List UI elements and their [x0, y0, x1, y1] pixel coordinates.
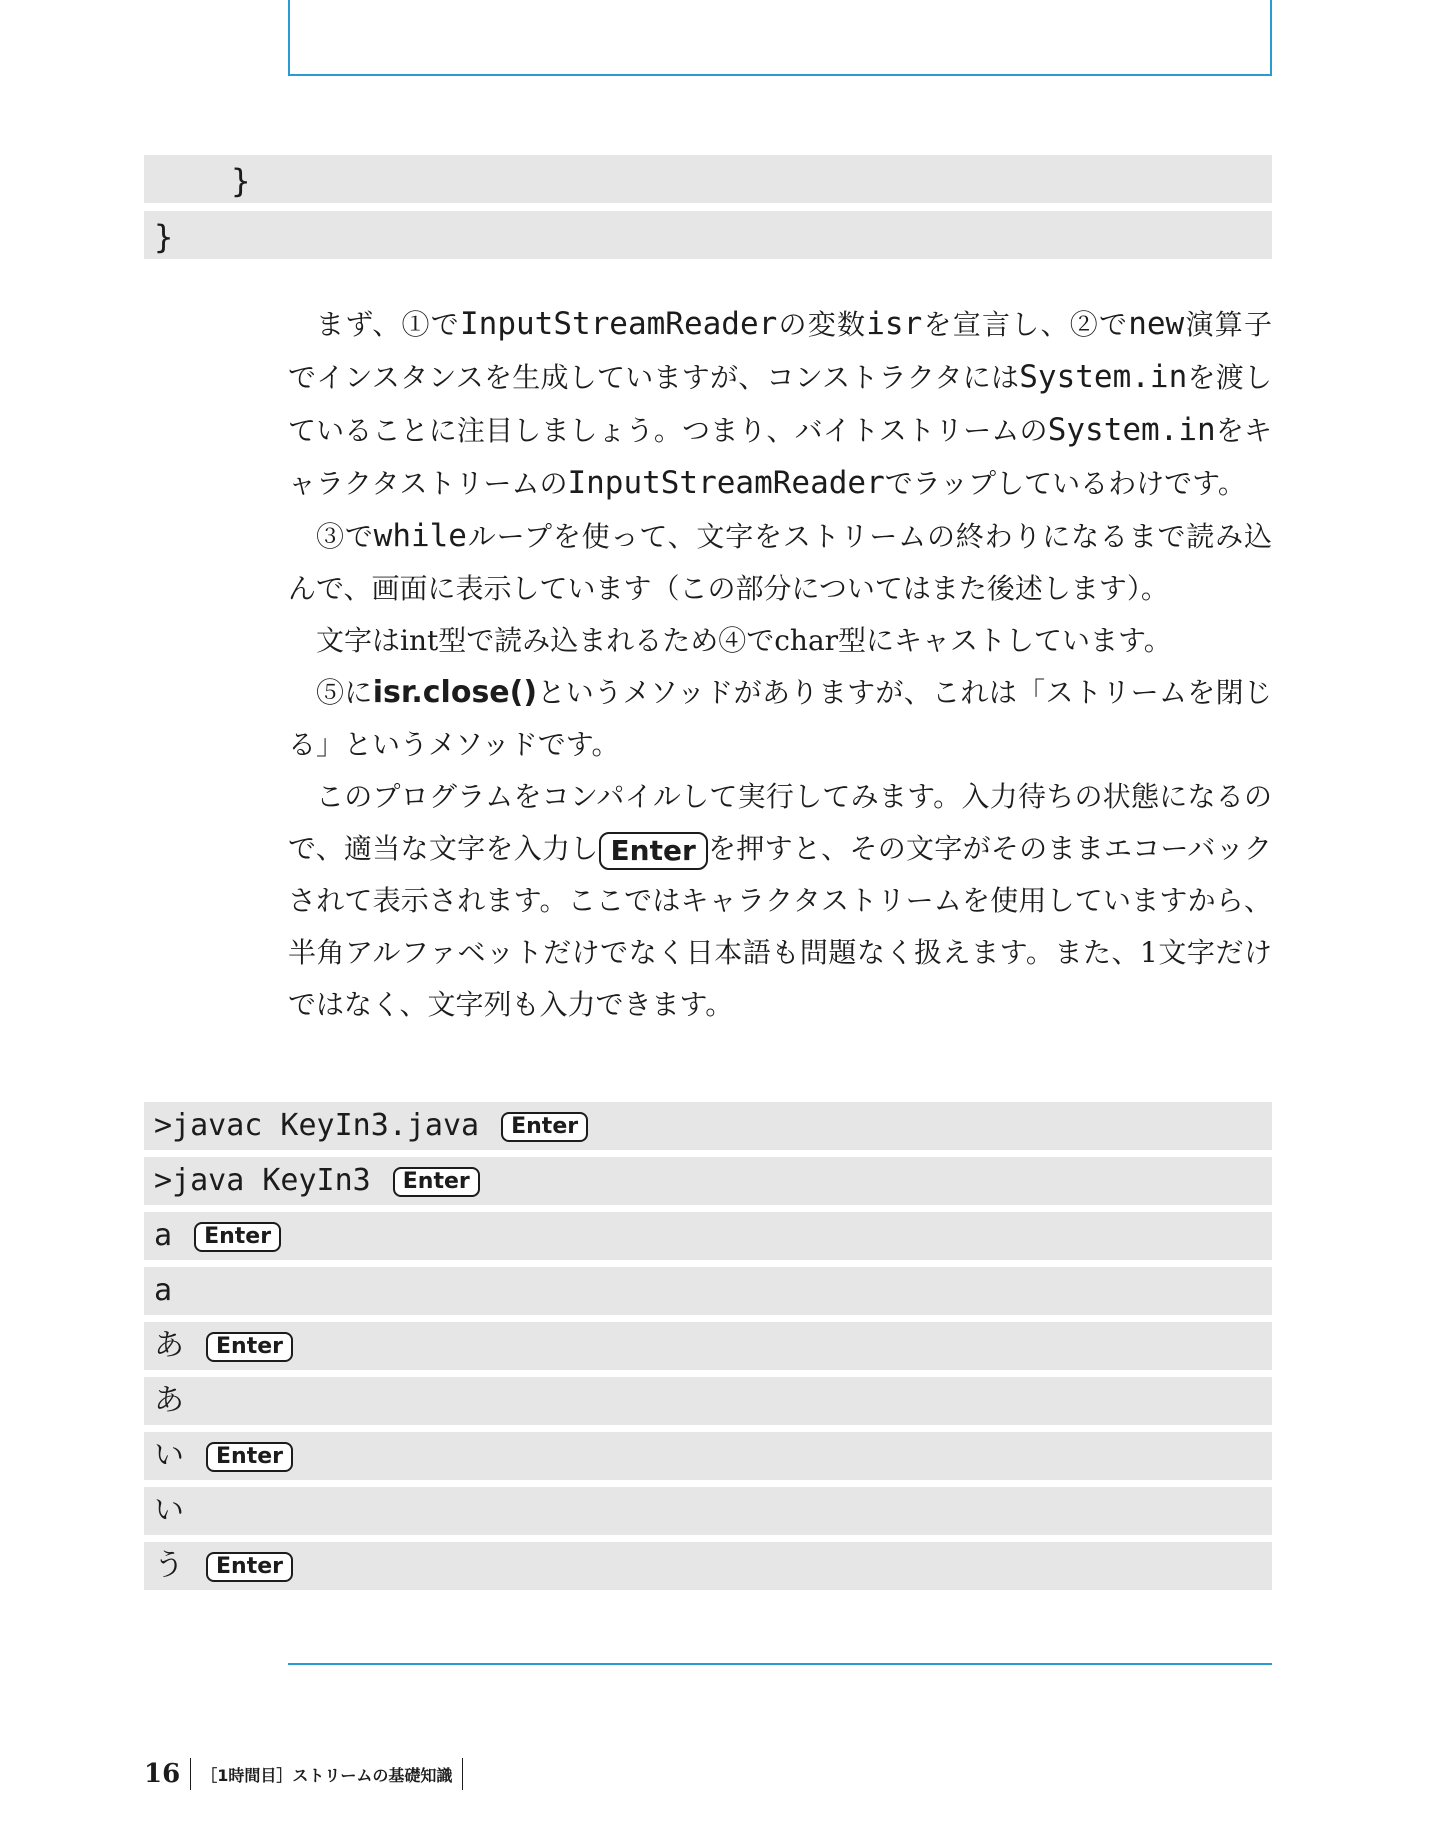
code-line: } [144, 211, 1272, 259]
paragraph-5: このプログラムをコンパイルして実行してみます。入力待ちの状態になるので、適当な文字を入力し Enter を押すと、その文字がそのままエコーバックされて表示されます。ここではキャラクタストリームを使用していますから、半角アルファベットだけでなく日本語も問題なく扱えます。また、1文字だけではなく、文字列も入力できます。 [288, 780, 1272, 1021]
terminal-line: >java KeyIn3 Enter [144, 1157, 1272, 1205]
footer-divider [190, 1758, 191, 1790]
bottom-rule [288, 1663, 1272, 1665]
enter-key-icon: Enter [206, 1442, 293, 1472]
terminal-line: い [144, 1487, 1272, 1535]
body-text [288, 298, 1272, 1031]
enter-key-icon: Enter [194, 1222, 281, 1252]
enter-key-icon: Enter [393, 1167, 480, 1197]
paragraph-4: ⑤にisr.close()というメソッドがありますが、これは「ストリームを閉じる」というメソッドです。 [288, 675, 1272, 761]
enter-key-icon: Enter [206, 1552, 293, 1582]
terminal-line: あ [144, 1377, 1272, 1425]
terminal-line: あ Enter [144, 1322, 1272, 1370]
code-line: } [144, 155, 1272, 203]
terminal-line: a [144, 1267, 1272, 1315]
top-frame-box [288, 0, 1272, 76]
enter-key-icon: Enter [599, 832, 708, 870]
page-number: 16 [144, 1759, 181, 1789]
page-footer [144, 1754, 473, 1794]
terminal-line: い Enter [144, 1432, 1272, 1480]
enter-key-icon: Enter [501, 1112, 588, 1142]
paragraph-1: まず、①でInputStreamReaderの変数isrを宣言し、②でnew演算子でインスタンスを生成していますが、コンストラクタにはSystem.inを渡していることに注目しましょう。つまり、バイトストリームのSystem.inをキャラクタストリームのInputStreamReaderでラップしているわけです。 [288, 306, 1272, 501]
terminal-line: う Enter [144, 1542, 1272, 1590]
paragraph-3: 文字はint型で読み込まれるため④でchar型にキャストしています。 [316, 624, 1172, 657]
enter-key-icon: Enter [206, 1332, 293, 1362]
terminal-line: a Enter [144, 1212, 1272, 1260]
chapter-title: ［1時間目］ストリームの基礎知識 [201, 1765, 453, 1785]
terminal-line: >javac KeyIn3.java Enter [144, 1102, 1272, 1150]
footer-divider [462, 1758, 463, 1790]
paragraph-2: ③でwhileループを使って、文字をストリームの終わりになるまで読み込んで、画面に表示しています（この部分についてはまた後述します）。 [288, 518, 1272, 605]
